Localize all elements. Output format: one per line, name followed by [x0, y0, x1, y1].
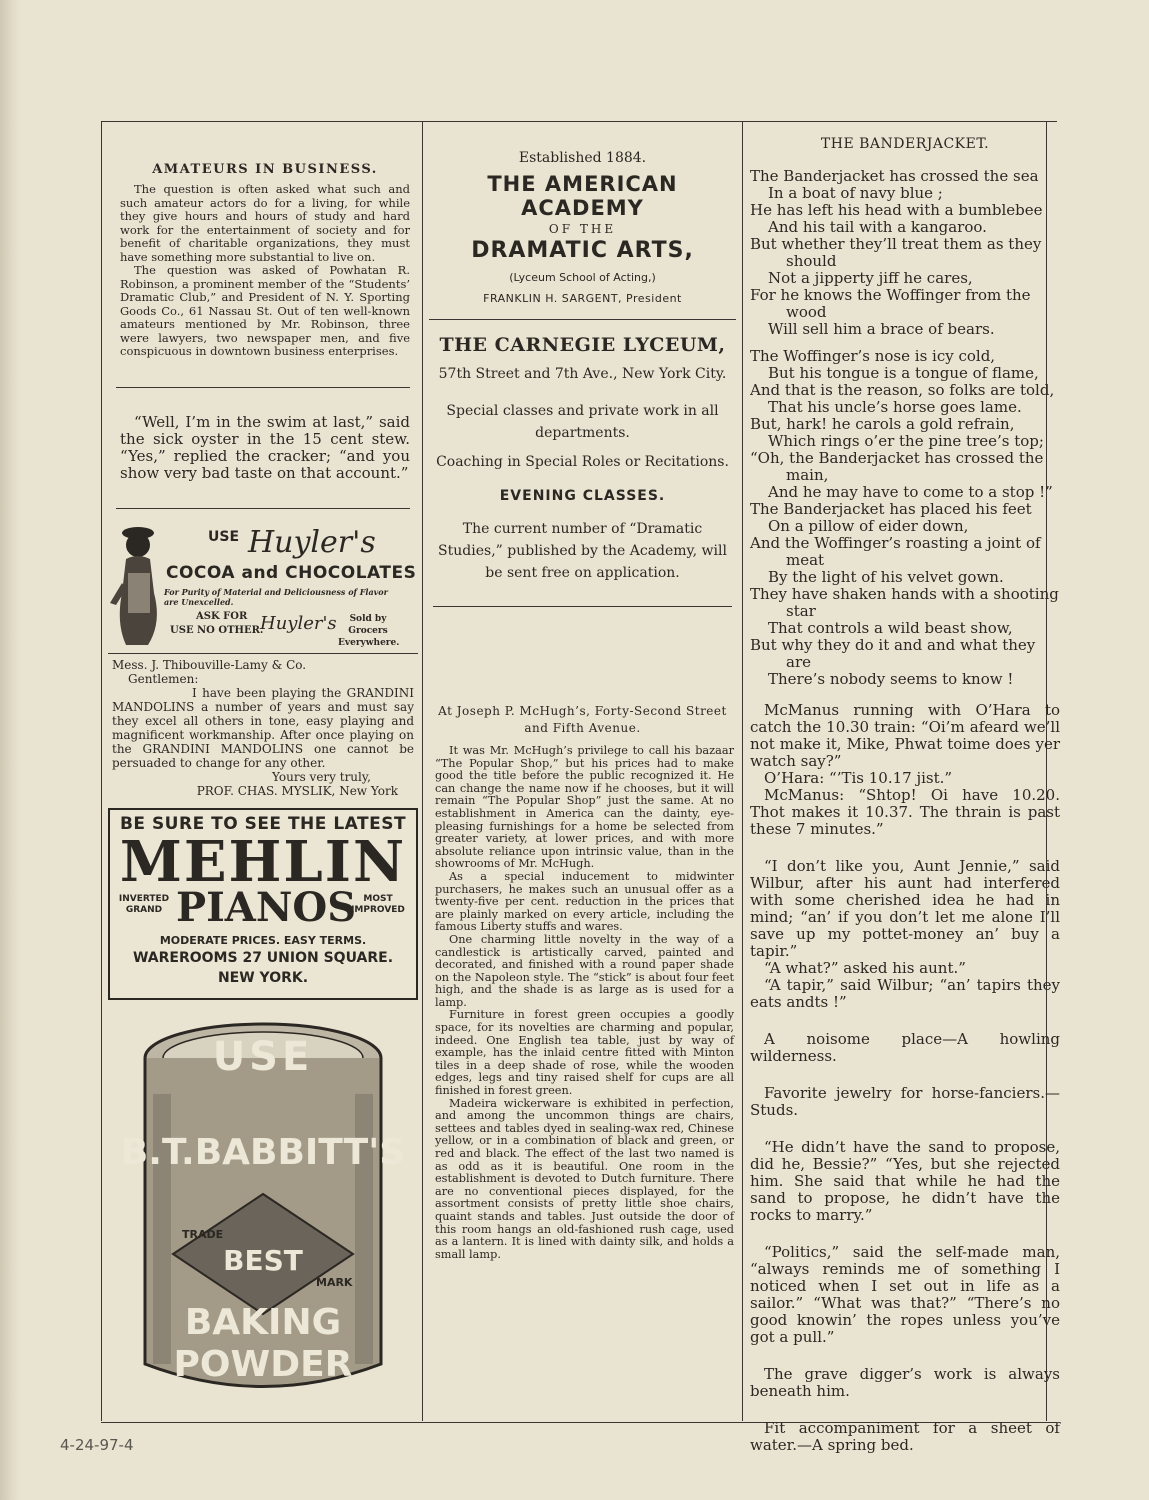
academy-of-the: OF THE [548, 222, 617, 236]
huyler-ad [108, 523, 418, 653]
letter-body: I have been playing the GRANDINI MANDOLINS a number of years and must say they excel all others in tone, easy playing and magnificent workmanship. After once playing on the GRANDINI MANDOLINS one cannot be persuaded to change for any other. [112, 685, 414, 770]
mchugh-paragraph: As a special inducement to midwinter purchasers, he makes such an unusual offer as a twenty-five per cent. reduction in the prices that are plainly marked on every article, including the famous Liberty stuffs and wares. [435, 869, 734, 934]
poem-line: They have shaken hands with a shooting [750, 585, 1059, 603]
poem-title: THE BANDERJACKET. [820, 136, 990, 152]
joke-jewelry: Favorite jewelry for horse-fanciers.—Studs. [750, 1084, 1060, 1119]
babbitt-powder: POWDER [173, 1343, 353, 1385]
mehlin-left-tag: INVERTED GRAND [118, 893, 170, 915]
mchugh-article [425, 737, 740, 1261]
academy-coaching: Coaching in Special Roles or Recitations. [436, 454, 729, 470]
poem-line: For he knows the Woffinger from the [750, 286, 1031, 304]
huyler-brand: Huyler's [248, 524, 376, 560]
thibouville-letter [108, 658, 418, 798]
handwritten-note: 4-24-97-4 [60, 1436, 134, 1454]
letter-signature: PROF. CHAS. MYSLIK, New York [196, 783, 398, 798]
mehlin-ad [108, 808, 418, 1000]
poem-line: And the Woffinger’s roasting a joint of [750, 534, 1041, 552]
poem-line: In a boat of navy blue ; [768, 184, 943, 202]
amateurs-paragraph-2: The question was asked of Powhatan R. Robinson, a prominent member of the “Students’ Dramatic Club,” and President of N. Y. Sporting Goods Co., 61 Nassau St. Out of ten well-known amateurs mentioned by Mr. Robinson, three were lawyers, two newspaper men, and five conspicuous in downtown business enterprises. [120, 263, 410, 358]
amateurs-paragraph-1: The question is often asked what such and such amateur actors do for a living, for while they give hours and hours of study and hard work for the entertainment of society and for benefit of charitable organizations, they must have something more substantial to live on. [120, 182, 410, 264]
academy-title-1: THE AMERICAN ACADEMY [487, 172, 678, 220]
huyler-sold-by: Sold by Grocers Everywhere. [338, 613, 400, 648]
mehlin-brand: MEHLIN [119, 828, 407, 895]
mehlin-right-tag: MOST IMPROVED [351, 893, 405, 915]
letter-address: Mess. J. Thibouville-Lamy & Co. [112, 657, 307, 672]
divider [433, 606, 732, 607]
amateurs-title: AMATEURS IN BUSINESS. [152, 162, 378, 177]
page-binding-edge [0, 0, 22, 1500]
mchugh-paragraph: Furniture in forest green occupies a goodly space, for its novelties are charming and popular, indeed. One English tea table, just by way of example, has the inlaid centre fitted with Minton tiles in a deep shade of rose, while the wooden edges, legs and tiny raised shelf for cups are all finished in forest green. [435, 1008, 734, 1098]
poem-line: The Woffinger’s nose is icy cold, [750, 347, 996, 365]
column-middle [425, 150, 740, 1261]
divider [116, 387, 410, 388]
column-rule-1 [422, 121, 423, 1421]
frame-left-rule [101, 121, 102, 1421]
poem-line: There’s nobody seems to know ! [768, 670, 1014, 688]
column-left [108, 150, 418, 1404]
poem-line: And that is the reason, so folks are told, [750, 381, 1055, 399]
huyler-purity: For Purity of Material and Deliciousness of Flavor are Unexcelled. [164, 586, 388, 607]
poem-line: And his tail with a kangaroo. [768, 218, 987, 236]
mchugh-title: At Joseph P. McHugh’s, Forty-Second Street and Fifth Avenue. [438, 704, 727, 735]
mehlin-warerooms: WAREROOMS 27 UNION SQUARE. [132, 949, 394, 966]
huyler-use: USE [208, 528, 240, 545]
divider [429, 319, 736, 320]
divider [116, 508, 410, 509]
jokes-section [750, 702, 1060, 1454]
joke-mcmanus: McManus running with O’Hara to catch the 10.30 train: “Oi’m afeard we’ll not make it, Mike, Phwat toime does yer watch say?” [750, 701, 1060, 770]
joke-ohara: O’Hara: “’Tis 10.17 jist.” [764, 769, 953, 787]
academy-studies: The current number of “Dramatic Studies,” published by the Academy, will be sent free on application. [438, 521, 727, 581]
joke-aunt: “A what?” asked his aunt.” [764, 959, 966, 977]
babbitt-trade: TRADE [182, 1227, 224, 1241]
poem-line: But, hark! he carols a gold refrain, [750, 415, 1015, 433]
column-right [750, 136, 1060, 1454]
joke-spring-bed: Fit accompaniment for a sheet of water.—A spring bed. [750, 1419, 1060, 1454]
poem-line: That controls a wild beast show, [768, 619, 1013, 637]
babbitt-use: USE [212, 1033, 314, 1080]
letter-salutation: Gentlemen: [128, 671, 199, 686]
joke-noisome: A noisome place—A howling wilderness. [750, 1030, 1060, 1065]
mchugh-paragraph: One charming little novelty in the way of a candlestick is artistically carved, painted and decorated, and finished with a round paper shade on the Napoleon style. The “stick” is about four feet high, and the shade is as large as is used for a lamp. [435, 932, 734, 1009]
poem-line: Will sell him a brace of bears. [768, 320, 995, 338]
poem-line: Which rings o’er the pine tree’s top; [768, 432, 1044, 450]
poem-line: The Banderjacket has placed his feet [750, 500, 1032, 518]
poem-line: On a pillow of eider down, [768, 517, 969, 535]
amateurs-article [108, 162, 418, 359]
joke-bessie: “He didn’t have the sand to propose, did he, Bessie?” “Yes, but she rejected him. She said that while he had the sand to propose, he didn’t have the rocks to marry.” [750, 1138, 1060, 1224]
mehlin-pianos: PIANOS [176, 883, 357, 931]
babbitt-mark: MARK [316, 1275, 353, 1289]
poem-line: By the light of his velvet gown. [768, 568, 1004, 586]
babbitt-brand: B.T.BABBITT'S [120, 1131, 406, 1173]
poem-line: Not a jipperty jiff he cares, [768, 269, 973, 287]
poem-line: wood [786, 303, 827, 321]
babbitt-ad [108, 1014, 418, 1404]
academy-special: Special classes and private work in all departments. [446, 403, 719, 441]
academy-established: Established 1884. [518, 150, 647, 166]
joke-politics: “Politics,” said the self-made man, “always reminds me of something I noticed when I set out in life as a sailor.” “What was that?” “There’s no good knowin’ the ropes unless you’ve got a pull.” [750, 1243, 1060, 1346]
poem-line: The Banderjacket has crossed the sea [750, 167, 1039, 185]
academy-lyceum: THE CARNEGIE LYCEUM, [439, 334, 726, 356]
huyler-ask-for: ASK FOR [196, 610, 248, 622]
poem-line: He has left his head with a bumblebee [750, 201, 1043, 219]
academy-address: 57th Street and 7th Ave., New York City. [438, 366, 727, 382]
poem-line: But why they do it and and what they [750, 636, 1036, 654]
poem-line: star [786, 602, 816, 620]
joke-tapir: “A tapir,” said Wilbur; “an’ tapirs they eats andts !” [750, 976, 1060, 1011]
poem-line: main, [786, 466, 829, 484]
poem-line: should [786, 252, 837, 270]
poem-line: are [786, 653, 811, 671]
poem-line: But whether they’ll treat them as they [750, 235, 1042, 253]
letter-closing: Yours very truly, [272, 769, 371, 784]
mchugh-paragraph: It was Mr. McHugh’s privilege to call his bazaar “The Popular Shop,” but his prices had to make good the title before the public recognized it. He can change the name now if he chooses, but it will remain “The Popular Shop” just the same. At no establishment in America can the dainty, eye-pleasing furnishings for a home be selected from greater variety, at lower prices, and with more absolute reliance upon intrinsic value, than in the showrooms of Mr. McHugh. [435, 744, 734, 871]
poem-line: That his uncle’s horse goes lame. [768, 398, 1022, 416]
mehlin-top: BE SURE TO SEE THE LATEST [119, 813, 407, 834]
joke-mcmanus-reply: McManus: “Shtop! Oi have 10.20. Thot makes it 10.37. The thrain is past these 7 minutes.” [750, 786, 1060, 838]
huyler-brand-small: Huyler's [260, 612, 337, 634]
joke-wilbur: “I don’t like you, Aunt Jennie,” said Wilbur, after his aunt had interfered with some cherished idea he had in mind; “an’ if you don’t let me alone I’ll save up my pottet-money an’ buy a tapir.” [750, 857, 1060, 960]
column-rule-2 [742, 121, 743, 1421]
mehlin-prices: MODERATE PRICES. EASY TERMS. [159, 933, 367, 947]
academy-president: FRANKLIN H. SARGENT, President [483, 292, 682, 305]
banderjacket-poem [750, 168, 1060, 688]
huyler-use-no-other: USE NO OTHER. [170, 624, 264, 636]
mehlin-city: NEW YORK. [217, 969, 309, 986]
poem-line: “Oh, the Banderjacket has crossed the [750, 449, 1044, 467]
academy-title-2: DRAMATIC ARTS, [471, 238, 694, 263]
huyler-line: COCOA and CHOCOLATES [166, 562, 417, 583]
joke-grave-digger: The grave digger’s work is always beneath him. [750, 1365, 1060, 1400]
poem-line: But his tongue is a tongue of flame, [768, 364, 1039, 382]
mchugh-paragraph: Madeira wickerware is exhibited in perfection, and among the uncommon things are chairs, settees and tables dyed in sealing-wax red, Chinese yellow, or in a combination of black and green, or red and black. The effect of the last two named is as odd as it is beautiful. One room in the establishment is devoted to Dutch furniture. There are no conventional pieces displayed, for the assortment consists of pretty little shoe chairs, quaint stands and tables. Just outside the door of this room hangs an old-fashioned rush cage, used as a lantern. It is lined with dainty silk, and holds a small lamp. [435, 1096, 734, 1261]
poem-line: meat [786, 551, 825, 569]
academy-school: (Lyceum School of Acting,) [509, 271, 656, 284]
oyster-joke: “Well, I’m in the swim at last,” said the sick oyster in the 15 cent stew. “Yes,” replied the cracker; “and you show very bad taste on that account.” [120, 412, 410, 482]
poem-line: And he may have to come to a stop !” [768, 483, 1053, 501]
babbitt-baking: BAKING [184, 1301, 342, 1343]
academy-evening: EVENING CLASSES. [499, 488, 666, 504]
babbitt-best: BEST [223, 1243, 303, 1277]
